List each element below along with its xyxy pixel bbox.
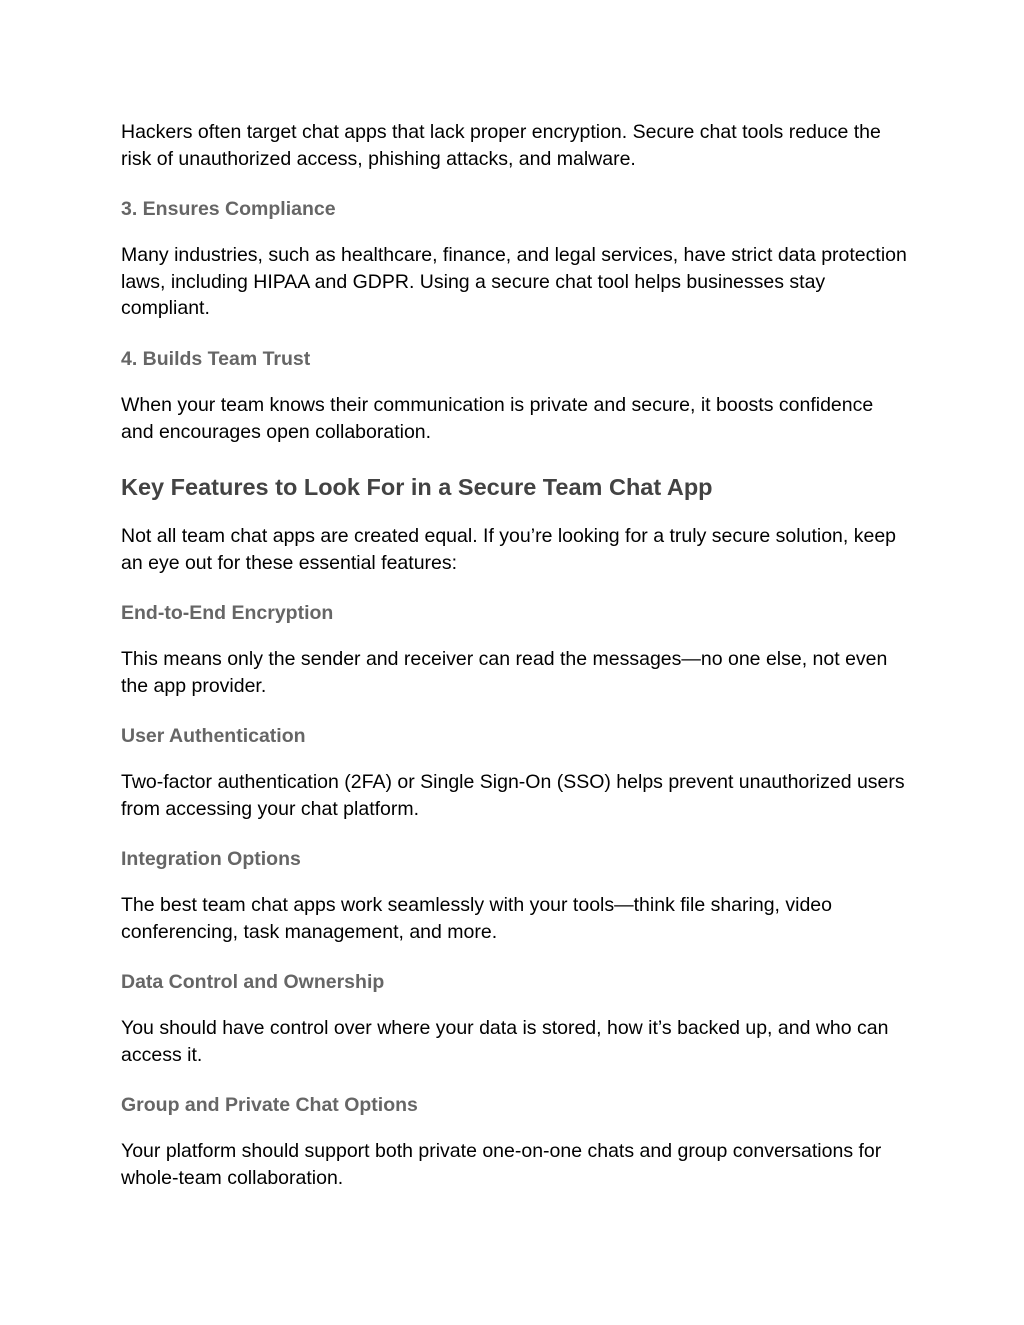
paragraph-e2e: This means only the sender and receiver can read the messages—no one else, not even the app provider. bbox=[121, 648, 888, 697]
heading-key-features: Key Features to Look For in a Secure Team Chat App bbox=[121, 474, 713, 500]
heading-integration-options: Integration Options bbox=[121, 848, 301, 870]
heading-user-authentication: User Authentication bbox=[121, 725, 306, 747]
heading-ensures-compliance: 3. Ensures Compliance bbox=[121, 198, 336, 220]
paragraph-trust: When your team knows their communication is private and secure, it boosts confidence and encourages open collaboration. bbox=[121, 394, 874, 443]
paragraph-compliance: Many industries, such as healthcare, finance, and legal services, have strict data protection laws, including HIPAA and GDPR. Using a secure chat tool helps businesses stay compliant. bbox=[121, 244, 907, 319]
paragraph-hackers: Hackers often target chat apps that lack proper encryption. Secure chat tools reduce the risk of unauthorized access, phishing attacks, and malware. bbox=[121, 121, 881, 170]
paragraph-integration: The best team chat apps work seamlessly with your tools—think file sharing, video conferencing, task management, and more. bbox=[121, 894, 832, 943]
paragraph-data: You should have control over where your data is stored, how it’s backed up, and who can access it. bbox=[121, 1017, 889, 1066]
heading-group-private-chat: Group and Private Chat Options bbox=[121, 1094, 418, 1116]
heading-end-to-end-encryption: End-to-End Encryption bbox=[121, 602, 334, 624]
paragraph-features-intro: Not all team chat apps are created equal. If you’re looking for a truly secure solution, keep an eye out for these essential features: bbox=[121, 525, 897, 574]
heading-data-control: Data Control and Ownership bbox=[121, 971, 385, 993]
paragraph-group: Your platform should support both private one-on-one chats and group conversations for whole-team collaboration. bbox=[121, 1140, 882, 1189]
heading-builds-team-trust: 4. Builds Team Trust bbox=[121, 348, 311, 370]
paragraph-auth: Two-factor authentication (2FA) or Single Sign-On (SSO) helps prevent unauthorized users from accessing your chat platform. bbox=[121, 771, 905, 820]
